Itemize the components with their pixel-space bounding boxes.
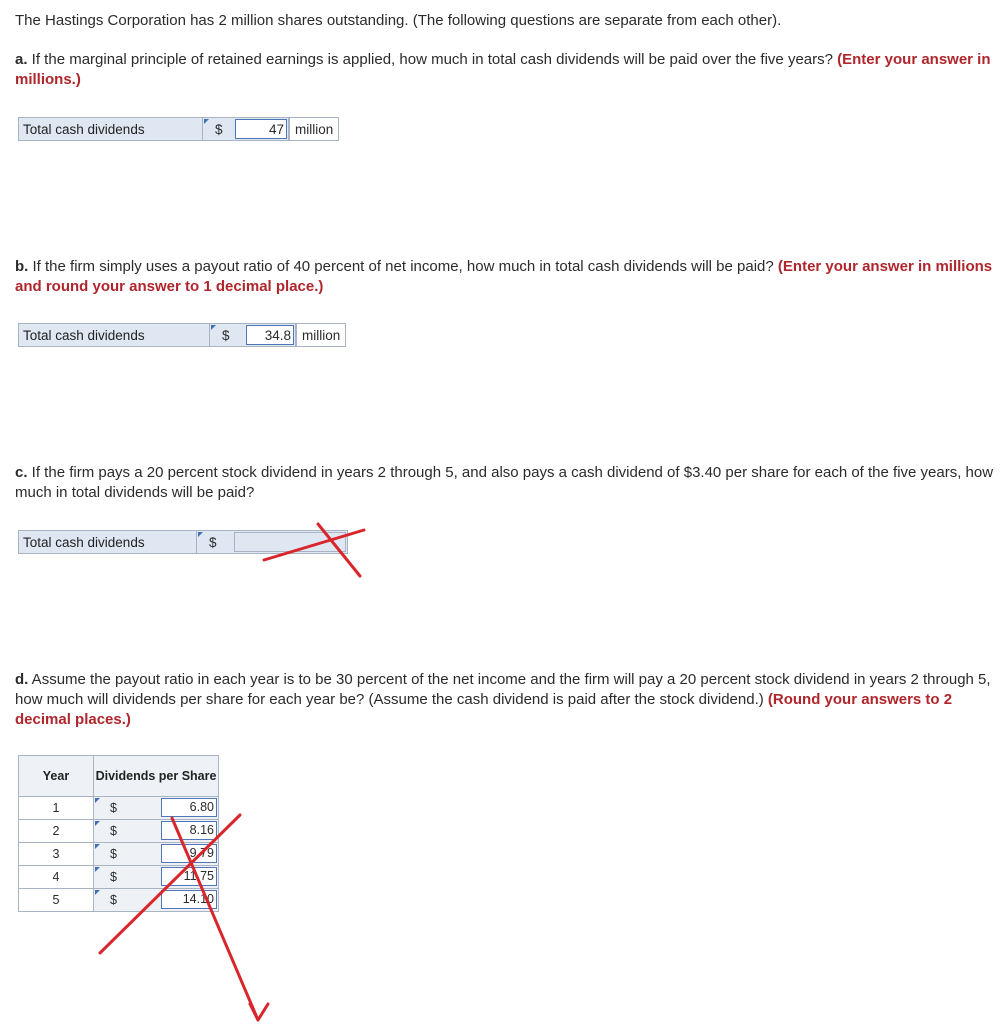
answer-b-unit: million [296, 323, 346, 347]
checkmark-tick-stroke [250, 1004, 268, 1020]
answer-flag-icon [95, 821, 100, 826]
dps-cell[interactable] [94, 866, 219, 889]
answer-c-cell[interactable] [196, 530, 348, 554]
currency-symbol: $ [110, 824, 117, 838]
answer-flag-icon [95, 798, 100, 803]
currency-symbol: $ [110, 870, 117, 884]
currency-symbol: $ [110, 893, 117, 907]
answer-flag-icon [95, 867, 100, 872]
currency-symbol: $ [209, 534, 217, 550]
dps-input-year-3[interactable]: 9.79 [161, 844, 217, 863]
year-cell: 2 [19, 820, 94, 843]
year-cell: 4 [19, 866, 94, 889]
dps-cell[interactable] [94, 797, 219, 820]
question-b-hint: (Enter your answer in millions and round your answer to 1 decimal place.) [15, 258, 993, 295]
answer-flag-icon [95, 890, 100, 895]
answer-row-a [18, 117, 339, 141]
dividends-per-share-table [18, 755, 219, 912]
dps-input-year-5[interactable]: 14.10 [161, 890, 217, 909]
question-d-letter: d. [15, 671, 29, 688]
dps-input-year-2[interactable]: 8.16 [161, 821, 217, 840]
question-b [15, 257, 995, 297]
dps-cell[interactable] [94, 843, 219, 866]
answer-flag-icon [211, 325, 216, 330]
question-d [15, 670, 995, 730]
year-cell: 3 [19, 843, 94, 866]
question-b-text: If the firm simply uses a payout ratio of 40 percent of net income, how much in total cash dividends will be paid? [28, 258, 778, 275]
question-a-letter: a. [15, 51, 28, 68]
answer-b-cell[interactable] [209, 323, 296, 347]
table-row [19, 820, 219, 843]
year-cell: 5 [19, 889, 94, 912]
question-a [15, 50, 995, 90]
answer-a-unit: million [289, 117, 339, 141]
currency-symbol: $ [110, 847, 117, 861]
question-d-hint: (Round your answers to 2 decimal places.) [15, 691, 953, 728]
question-d-text: Assume the payout ratio in each year is to be 30 percent of the net income and the firm will pay a 20 percent stock dividend in years 2 through 5, how much will dividends per share for each year be? (Assume the cash dividend is paid after the stock dividend.) [15, 671, 991, 708]
table-row [19, 797, 219, 820]
answer-row-b [18, 323, 346, 347]
table-row [19, 889, 219, 912]
intro-text [15, 11, 995, 31]
answer-a-label: Total cash dividends [18, 117, 202, 141]
answer-b-input[interactable]: 34.8 [246, 325, 294, 345]
question-c-text: If the firm pays a 20 percent stock dividend in years 2 through 5, and also pays a cash dividend of $3.40 per share for each of the five years, how much in total dividends will be paid? [15, 464, 994, 501]
currency-symbol: $ [110, 801, 117, 815]
dps-input-year-4[interactable]: 11.75 [161, 867, 217, 886]
answer-b-label: Total cash dividends [18, 323, 209, 347]
question-a-hint: (Enter your answer in millions.) [15, 51, 991, 88]
dps-input-year-1[interactable]: 6.80 [161, 798, 217, 817]
question-c [15, 463, 995, 503]
answer-row-c [18, 530, 348, 554]
table-row [19, 866, 219, 889]
answer-c-input[interactable] [234, 532, 346, 552]
intro-sentence: The Hastings Corporation has 2 million shares outstanding. (The following questions are separate from each other). [15, 12, 782, 29]
dps-cell[interactable] [94, 820, 219, 843]
answer-c-label: Total cash dividends [18, 530, 196, 554]
year-cell: 1 [19, 797, 94, 820]
year-header: Year [19, 756, 94, 797]
dps-cell[interactable] [94, 889, 219, 912]
currency-symbol: $ [215, 121, 223, 137]
answer-flag-icon [198, 532, 203, 537]
answer-flag-icon [204, 119, 209, 124]
question-a-text: If the marginal principle of retained earnings is applied, how much in total cash dividends will be paid over the five years? [27, 51, 838, 68]
table-row [19, 843, 219, 866]
question-b-letter: b. [15, 258, 29, 275]
answer-a-input[interactable]: 47 [235, 119, 287, 139]
currency-symbol: $ [222, 327, 230, 343]
question-c-letter: c. [15, 464, 28, 481]
dps-header: Dividends per Share [94, 756, 219, 797]
answer-flag-icon [95, 844, 100, 849]
answer-a-cell[interactable] [202, 117, 289, 141]
